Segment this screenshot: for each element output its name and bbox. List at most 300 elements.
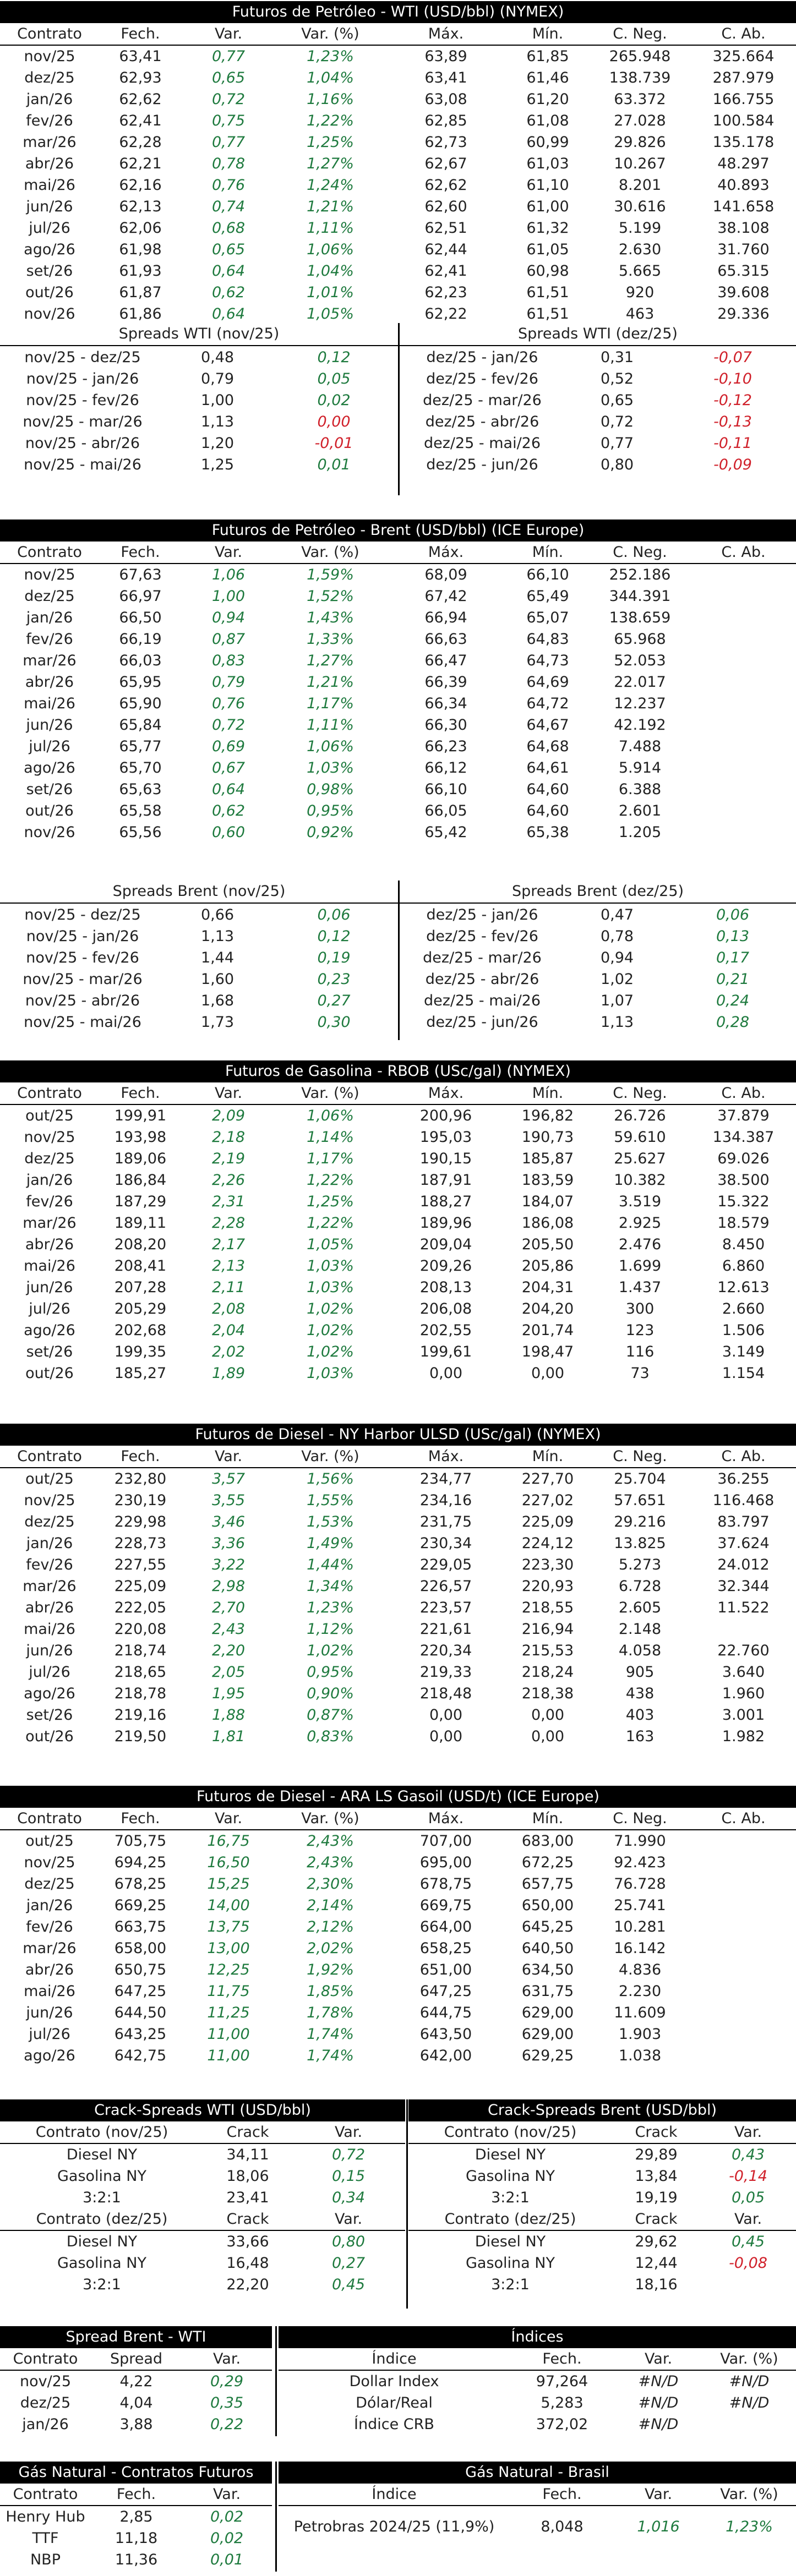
table-row <box>0 1126 796 1148</box>
table-cell: 1,27% <box>307 155 354 172</box>
table-cell: 3:2:1 <box>491 2189 530 2206</box>
table-cell: 0,65 <box>211 241 246 258</box>
crack-row <box>0 2252 405 2274</box>
table-cell: nov/26 <box>24 824 75 841</box>
table-cell: 32.344 <box>717 1578 770 1595</box>
table-cell: 61,98 <box>119 241 162 258</box>
table-row <box>0 1234 796 1255</box>
spread_bw-header-row <box>0 2348 272 2370</box>
gasoil-section <box>0 1786 796 2066</box>
crack-wti-title: Crack-Spreads WTI (USD/bbl) <box>0 2099 405 2121</box>
table-cell: 189,06 <box>114 1150 167 1167</box>
table-cell: 0,02 <box>210 2530 244 2547</box>
table-cell: 66,30 <box>424 717 467 734</box>
table-row <box>0 1490 796 1511</box>
table-cell: 204,31 <box>521 1279 574 1296</box>
column-header: Índice <box>279 2484 510 2506</box>
table-cell: 65,70 <box>119 759 162 776</box>
table-cell: 1,02 <box>600 971 634 988</box>
table-cell: 16.142 <box>614 1940 666 1957</box>
table-cell: 0,92% <box>307 824 354 841</box>
column-header: Mín. <box>506 1808 589 1830</box>
table-cell: Diesel NY <box>475 2233 546 2250</box>
table-cell: 2,12% <box>307 1918 354 1935</box>
table-cell: 650,00 <box>521 1897 574 1914</box>
table-cell: 48.297 <box>717 155 770 172</box>
table-cell: 187,91 <box>419 1172 472 1189</box>
table-row <box>0 586 796 607</box>
table-cell: 227,55 <box>114 1556 167 1573</box>
table-cell <box>691 1852 796 1873</box>
gasoil-table <box>0 1808 796 2066</box>
table-cell: Henry Hub <box>6 2508 85 2525</box>
table-cell: 65,63 <box>119 781 162 798</box>
table-cell: 1,13 <box>600 1014 634 1031</box>
table-cell: 25.627 <box>614 1150 666 1167</box>
column-header: Fech. <box>99 1446 182 1468</box>
table-cell: 1,00 <box>211 588 246 605</box>
table-cell: 196,82 <box>521 1107 574 1124</box>
spread-row <box>400 947 796 969</box>
column-header: Var. <box>182 1082 275 1104</box>
table-cell: 62,62 <box>424 177 467 194</box>
table-row <box>0 196 796 217</box>
table-cell: 12.613 <box>717 1279 770 1296</box>
crack-row <box>408 2165 796 2187</box>
table-row <box>0 260 796 282</box>
rbob-section <box>0 1060 796 1384</box>
table-cell: 11,18 <box>115 2530 158 2547</box>
spread-row <box>0 433 398 454</box>
table-cell: 209,04 <box>419 1236 472 1253</box>
spread-row <box>400 1011 796 1033</box>
table-cell <box>691 564 796 586</box>
table-cell: 0,77 <box>600 435 634 452</box>
table-cell: 1,22% <box>307 112 354 129</box>
column-header: Máx. <box>385 1082 506 1104</box>
brent-spreads-left-title: Spreads Brent (nov/25) <box>0 880 398 904</box>
table-cell: -0,13 <box>713 413 752 430</box>
table-cell: 220,08 <box>114 1621 167 1638</box>
table-cell: 0,64 <box>211 781 246 798</box>
table-cell: 0,01 <box>317 456 351 473</box>
table-cell: jul/26 <box>29 220 70 237</box>
table-cell: 1,03% <box>307 1257 354 1275</box>
table-cell: -0,11 <box>713 435 752 452</box>
table-cell: 4.058 <box>618 1642 662 1659</box>
table-cell: 5.914 <box>618 759 662 776</box>
table-row <box>0 2023 796 2045</box>
table-cell: fev/26 <box>26 1918 73 1935</box>
table-cell: 629,25 <box>521 2047 574 2064</box>
wti-section <box>0 1 796 325</box>
table-cell: 372,02 <box>536 2416 588 2433</box>
table-cell: dez/25 - abr/26 <box>425 971 539 988</box>
table-cell: 0,34 <box>331 2189 366 2206</box>
crack-header-row <box>408 2121 796 2143</box>
column-header: Var. <box>182 1446 275 1468</box>
table-row <box>0 1148 796 1169</box>
table-cell: 234,77 <box>419 1470 472 1487</box>
table-cell: abr/26 <box>25 674 74 691</box>
table-cell: set/26 <box>26 781 73 798</box>
table-cell: 62,28 <box>119 134 162 151</box>
table-cell: 3.640 <box>722 1664 765 1681</box>
table-cell: 642,75 <box>114 2047 167 2064</box>
table-cell: jul/26 <box>29 738 70 755</box>
crack-row <box>0 2187 405 2208</box>
table-cell <box>691 1938 796 1959</box>
table-cell: 33,66 <box>226 2233 269 2250</box>
rbob-title: Futuros de Gasolina - RBOB (USc/gal) (NYMEX) <box>0 1060 796 1082</box>
table-cell: -0,14 <box>729 2168 767 2185</box>
table-row <box>0 1683 796 1704</box>
table-cell: 66,19 <box>119 631 162 648</box>
spread-row <box>0 411 398 433</box>
table-cell: jan/26 <box>26 1535 73 1552</box>
spread-row <box>400 368 796 390</box>
table-cell: 1,74% <box>307 2047 354 2064</box>
table-cell: 1,13 <box>200 928 235 945</box>
column-header: Fech. <box>510 2348 614 2370</box>
table-cell: 3:2:1 <box>83 2189 121 2206</box>
table-cell: 1,25% <box>307 1193 354 1210</box>
table-cell <box>691 800 796 822</box>
table-cell: 1,43% <box>307 609 354 626</box>
table-cell: jan/26 <box>26 91 73 108</box>
table-cell: 66,47 <box>424 652 467 669</box>
column-header: C. Neg. <box>589 23 691 45</box>
table-row <box>0 67 796 89</box>
table-cell: 65,84 <box>119 717 162 734</box>
table-cell: 0,87% <box>307 1707 354 1724</box>
crack-row <box>408 2274 796 2295</box>
table-cell: 64,69 <box>526 674 569 691</box>
table-cell: 4.836 <box>618 1961 662 1978</box>
table-cell: 0,87 <box>211 631 246 648</box>
column-header: Contrato <box>0 1082 99 1104</box>
gas_futures-header-row <box>0 2484 272 2506</box>
spread-row <box>400 926 796 947</box>
table-cell: Petrobras 2024/25 (11,9%) <box>293 2518 495 2535</box>
table-cell: 0,00 <box>429 1728 463 1745</box>
table-cell: 2.476 <box>618 1236 662 1253</box>
table-cell: 2.601 <box>618 802 662 819</box>
table-cell: jun/26 <box>26 1642 73 1659</box>
table-cell: 1,23% <box>307 48 354 65</box>
column-header: Máx. <box>385 1446 506 1468</box>
table-cell: 11,36 <box>115 2551 158 2568</box>
table-cell: 0,02 <box>317 392 351 409</box>
table-cell: 1,23% <box>307 1599 354 1616</box>
table-cell: 2,85 <box>119 2508 153 2525</box>
table-row <box>0 1916 796 1938</box>
table-cell: dez/25 - fev/26 <box>426 370 538 387</box>
spread-row <box>0 347 398 368</box>
table-cell: jul/26 <box>29 2026 70 2043</box>
table-cell: 134.387 <box>712 1129 775 1146</box>
table-cell: 226,57 <box>419 1578 472 1595</box>
table-cell: 300 <box>625 1300 655 1317</box>
table-cell: 5.273 <box>618 1556 662 1573</box>
column-header: Var. (%) <box>275 1082 385 1104</box>
crack-row <box>0 2165 405 2187</box>
table-cell: 1,60 <box>200 971 235 988</box>
table-cell: 0,12 <box>317 349 351 366</box>
table-cell: 1,016 <box>637 2518 680 2535</box>
table-cell: 1,03% <box>307 759 354 776</box>
table-cell: 223,30 <box>521 1556 574 1573</box>
column-header: Contrato <box>0 2484 91 2506</box>
table-cell: 2,43 <box>211 1621 246 1638</box>
spread-row <box>400 347 796 368</box>
table-row <box>0 757 796 779</box>
table-cell: 0,30 <box>317 1014 351 1031</box>
table-cell: 0,17 <box>716 949 750 966</box>
table-cell: 67,63 <box>119 566 162 583</box>
table-cell: 8.201 <box>618 177 662 194</box>
column-header: Var. <box>614 2484 702 2506</box>
table-cell <box>691 607 796 628</box>
table-cell: 2,17 <box>211 1236 246 1253</box>
table-cell: 62,60 <box>424 198 467 215</box>
spread-indices-section <box>0 2326 796 2447</box>
table-cell: 658,00 <box>114 1940 167 1957</box>
table-cell: 1,21% <box>307 674 354 691</box>
table-cell: 0,76 <box>211 177 246 194</box>
column-header: Crack <box>204 2121 292 2143</box>
table-cell: -0,07 <box>713 349 752 366</box>
table-cell: 2,43% <box>307 1833 354 1850</box>
table-cell: 64,61 <box>526 759 569 776</box>
table-cell: 11.522 <box>717 1599 770 1616</box>
table-cell: 12,25 <box>207 1961 250 1978</box>
table-cell: 11,25 <box>207 2004 250 2021</box>
table-cell: 166.755 <box>712 91 775 108</box>
table-cell: 1,53% <box>307 1513 354 1530</box>
crack-header-row <box>408 2208 796 2230</box>
table-cell: 0,79 <box>200 370 235 387</box>
table-row <box>0 693 796 714</box>
table-cell: 61,05 <box>526 241 569 258</box>
table-cell: 650,75 <box>114 1961 167 1978</box>
table-cell: 1,04% <box>307 69 354 86</box>
table-row <box>0 1618 796 1640</box>
table-cell: 65,90 <box>119 695 162 712</box>
table-cell: nov/25 <box>24 566 75 583</box>
column-header: Var. (%) <box>275 542 385 564</box>
table-cell: 61,10 <box>526 177 569 194</box>
table-cell: 63,41 <box>424 69 467 86</box>
table-cell: fev/26 <box>26 1556 73 1573</box>
spread-row <box>400 390 796 411</box>
table-cell: 0,78 <box>211 155 246 172</box>
table-cell: 0,29 <box>210 2373 244 2390</box>
table-row <box>0 1661 796 1683</box>
wti-spreads-left-title: Spreads WTI (nov/25) <box>0 323 398 346</box>
gasoil-header-row <box>0 1808 796 1830</box>
table-cell: 0,06 <box>317 906 351 923</box>
table-cell: 683,00 <box>521 1833 574 1850</box>
table-cell: 62,44 <box>424 241 467 258</box>
table-cell: 61,93 <box>119 262 162 280</box>
table-row <box>0 650 796 671</box>
table-cell: 0,23 <box>317 971 351 988</box>
table-cell: ago/26 <box>24 1322 75 1339</box>
crack-header-row <box>0 2121 405 2143</box>
table-cell: 0,62 <box>211 802 246 819</box>
table-cell: Diesel NY <box>475 2146 546 2163</box>
table-row <box>0 1255 796 1277</box>
table-cell: TTF <box>32 2530 59 2547</box>
spread-row <box>400 411 796 433</box>
table-cell: 218,78 <box>114 1685 167 1702</box>
table-cell: 1,07 <box>600 992 634 1009</box>
table-cell: dez/25 <box>20 2394 71 2411</box>
table-cell: 65,07 <box>526 609 569 626</box>
table-cell: 65,95 <box>119 674 162 691</box>
column-header: Contrato <box>0 1808 99 1830</box>
table-cell: nov/25 - mar/26 <box>23 413 143 430</box>
wti-spreads-right-table <box>400 347 796 475</box>
table-cell: 68,09 <box>424 566 467 583</box>
table-cell: jan/26 <box>26 1172 73 1189</box>
column-header: Fech. <box>99 1808 182 1830</box>
table-cell: 0,95% <box>307 802 354 819</box>
table-row <box>0 1104 796 1126</box>
gas-brasil-table <box>279 2484 796 2547</box>
table-cell: 1,33% <box>307 631 354 648</box>
table-cell: 61,08 <box>526 112 569 129</box>
spread-row <box>0 926 398 947</box>
column-header: C. Neg. <box>589 1082 691 1104</box>
table-cell: 18,06 <box>226 2168 269 2185</box>
column-header: C. Neg. <box>589 542 691 564</box>
table-cell: 61,32 <box>526 220 569 237</box>
table-cell: dez/25 <box>24 1150 75 1167</box>
table-cell: 199,35 <box>114 1343 167 1360</box>
table-cell: 18,16 <box>635 2276 678 2293</box>
table-cell: 61,00 <box>526 198 569 215</box>
table-row <box>0 45 796 67</box>
table-cell: 116.468 <box>712 1492 775 1509</box>
spread-row <box>0 454 398 475</box>
table-cell: 5.665 <box>618 262 662 280</box>
spread-row <box>0 969 398 990</box>
table-cell: 219,50 <box>114 1728 167 1745</box>
gas-brasil-title: Gás Natural - Brasil <box>279 2462 796 2484</box>
table-cell: 29.336 <box>717 305 770 322</box>
table-cell: nov/25 - abr/26 <box>25 435 140 452</box>
table-cell: 97,264 <box>536 2373 588 2390</box>
table-cell: 66,39 <box>424 674 467 691</box>
column-header: Crack <box>612 2121 700 2143</box>
table-cell: 186,08 <box>521 1215 574 1232</box>
table-cell: dez/25 - fev/26 <box>426 928 538 945</box>
table-cell: 1,03% <box>307 1279 354 1296</box>
wti-spreads-left-table <box>0 347 398 475</box>
table-cell: 22.760 <box>717 1642 770 1659</box>
table-cell: 40.893 <box>717 177 770 194</box>
crack-row <box>0 2274 405 2295</box>
table-cell: 195,03 <box>419 1129 472 1146</box>
table-cell: 61,85 <box>526 48 569 65</box>
table-cell: 1,59% <box>307 566 354 583</box>
table-cell: 1,14% <box>307 1129 354 1146</box>
table-cell: 643,25 <box>114 2026 167 2043</box>
table-cell: 16,50 <box>207 1854 250 1871</box>
wti-spreads-right-title: Spreads WTI (dez/25) <box>400 323 796 346</box>
table-cell: 0,24 <box>716 992 750 1009</box>
table-cell: 63,41 <box>119 48 162 65</box>
table-cell: 0,02 <box>210 2508 244 2525</box>
table-cell: 1,02% <box>307 1343 354 1360</box>
table-cell: 19,19 <box>635 2189 678 2206</box>
table-cell: mar/26 <box>23 1940 77 1957</box>
column-header: C. Neg. <box>589 1808 691 1830</box>
table-cell: 1,01% <box>307 284 354 301</box>
table-cell: 62,62 <box>119 91 162 108</box>
table-row <box>0 2045 796 2066</box>
table-cell: 1,81 <box>211 1728 246 1745</box>
table-cell: 647,25 <box>114 1983 167 2000</box>
table-cell: 642,00 <box>419 2047 472 2064</box>
table-cell: 0,22 <box>210 2416 244 2433</box>
table-cell: 0,15 <box>331 2168 366 2185</box>
table-row <box>0 714 796 736</box>
column-header: C. Ab. <box>691 23 796 45</box>
table-row <box>0 2549 272 2570</box>
table-cell: 227,70 <box>521 1470 574 1487</box>
table-cell: 66,50 <box>119 609 162 626</box>
brent-spreads-right-table <box>400 904 796 1033</box>
table-cell: nov/25 - abr/26 <box>25 992 140 1009</box>
table-cell: 224,12 <box>521 1535 574 1552</box>
table-cell: 62,21 <box>119 155 162 172</box>
table-cell: 1,24% <box>307 177 354 194</box>
table-cell: mar/26 <box>23 1215 77 1232</box>
table-cell: 0,31 <box>600 349 634 366</box>
column-header: Var. <box>182 23 275 45</box>
table-row <box>0 800 796 822</box>
table-cell: 62,16 <box>119 177 162 194</box>
table-cell: mar/26 <box>23 134 77 151</box>
table-cell: 2,19 <box>211 1150 246 1167</box>
table-cell: 647,25 <box>419 1983 472 2000</box>
table-cell: out/26 <box>25 284 74 301</box>
table-cell: 64,83 <box>526 631 569 648</box>
table-row <box>279 2392 796 2414</box>
table-cell: 663,75 <box>114 1918 167 1935</box>
table-cell: 325.664 <box>712 48 775 65</box>
table-cell: out/26 <box>25 1728 74 1745</box>
table-cell: 438 <box>625 1685 655 1702</box>
column-header: Var. <box>182 542 275 564</box>
table-cell: 1.205 <box>618 824 662 841</box>
table-row <box>0 564 796 586</box>
table-cell: 218,74 <box>114 1642 167 1659</box>
table-cell: 1,04% <box>307 262 354 280</box>
table-cell: 2,31 <box>211 1193 246 1210</box>
table-cell: jan/26 <box>26 1897 73 1914</box>
table-cell: 0,05 <box>731 2189 765 2206</box>
table-cell: 63.372 <box>614 91 666 108</box>
table-cell: 695,00 <box>419 1854 472 1871</box>
table-cell: 16,75 <box>207 1833 250 1850</box>
table-cell: 0,94 <box>600 949 634 966</box>
table-cell: 218,38 <box>521 1685 574 1702</box>
table-cell: 6.728 <box>618 1578 662 1595</box>
